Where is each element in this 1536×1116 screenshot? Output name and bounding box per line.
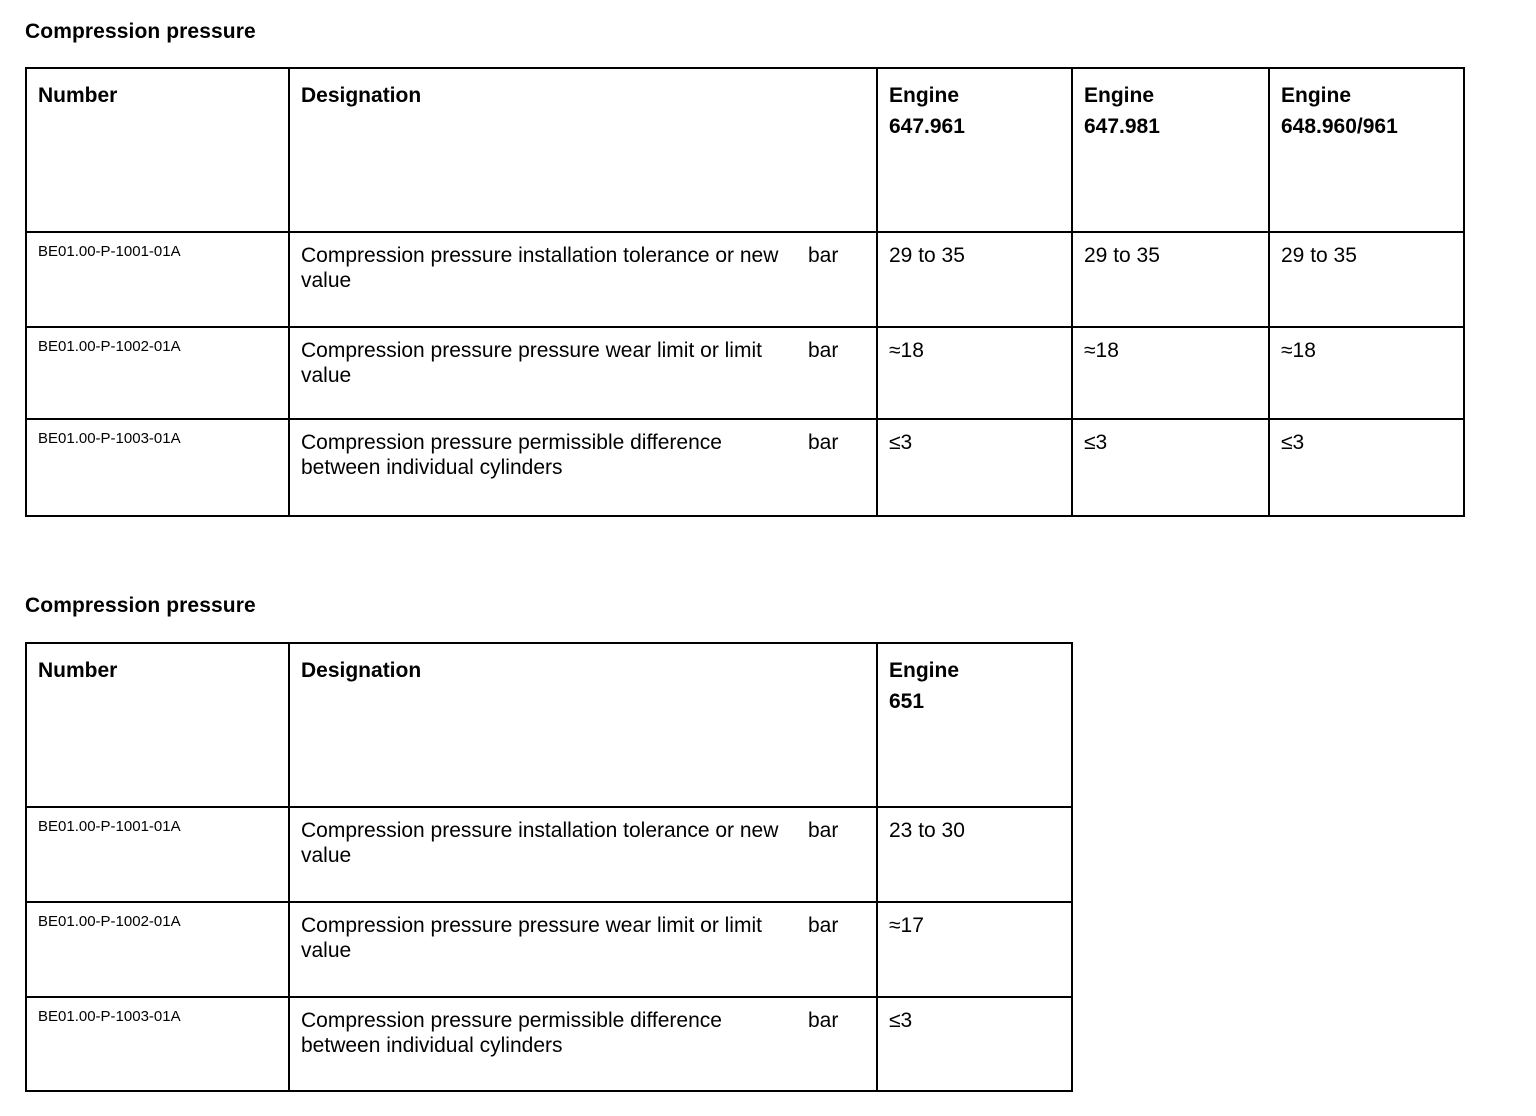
- unit-label: bar: [808, 914, 839, 937]
- engine-header-code: 647.961: [889, 115, 965, 138]
- spec-number: BE01.00-P-1002-01A: [26, 327, 289, 419]
- table-row: [26, 419, 1464, 516]
- section-title: Compression pressure: [25, 20, 256, 43]
- engine-header-code: 647.981: [1084, 115, 1160, 138]
- designation-cell: [289, 419, 877, 516]
- engine-header: [877, 68, 1072, 232]
- spec-number: BE01.00-P-1001-01A: [26, 807, 289, 902]
- unit-label: bar: [808, 339, 839, 362]
- table-header-row: [26, 68, 1464, 232]
- compression-pressure-table-1: [25, 67, 1465, 517]
- value-cell: ≈18: [877, 327, 1072, 419]
- spec-number: BE01.00-P-1001-01A: [26, 232, 289, 327]
- designation-cell: [289, 232, 877, 327]
- designation-header: Designation: [289, 68, 877, 232]
- engine-header-label: Engine: [889, 659, 960, 682]
- value-cell: ≤3: [877, 997, 1072, 1091]
- engine-header: [1269, 68, 1464, 232]
- value-cell: 29 to 35: [877, 232, 1072, 327]
- value-cell: ≤3: [1269, 419, 1464, 516]
- spec-number: BE01.00-P-1002-01A: [26, 902, 289, 997]
- spec-number: BE01.00-P-1003-01A: [26, 997, 289, 1091]
- value-cell: 29 to 35: [1269, 232, 1464, 327]
- unit-label: bar: [808, 244, 839, 267]
- number-header: Number: [26, 68, 289, 232]
- section-title: Compression pressure: [25, 594, 256, 617]
- engine-header-code: 648.960/961: [1281, 115, 1398, 138]
- designation-text: Compression pressure permissible difference between individual cylinders: [301, 431, 722, 479]
- table-row: [26, 232, 1464, 327]
- value-cell: ≈18: [1072, 327, 1269, 419]
- designation-cell: [289, 997, 877, 1091]
- table-row: [26, 327, 1464, 419]
- engine-header-label: Engine: [1281, 84, 1352, 107]
- designation-header: Designation: [289, 643, 877, 807]
- value-cell: ≈18: [1269, 327, 1464, 419]
- value-cell: ≈17: [877, 902, 1072, 997]
- table-header-row: [26, 643, 1072, 807]
- engine-header-label: Engine: [889, 84, 960, 107]
- table-row: [26, 902, 1072, 997]
- value-cell: 23 to 30: [877, 807, 1072, 902]
- compression-pressure-table-2: [25, 642, 1073, 1092]
- designation-cell: [289, 327, 877, 419]
- number-header: Number: [26, 643, 289, 807]
- value-cell: ≤3: [1072, 419, 1269, 516]
- spec-number: BE01.00-P-1003-01A: [26, 419, 289, 516]
- table-row: [26, 997, 1072, 1091]
- value-cell: 29 to 35: [1072, 232, 1269, 327]
- engine-header: [1072, 68, 1269, 232]
- unit-label: bar: [808, 819, 839, 842]
- designation-cell: [289, 807, 877, 902]
- designation-text: Compression pressure pressure wear limit or limit value: [301, 339, 762, 387]
- engine-header: [877, 643, 1072, 807]
- value-cell: ≤3: [877, 419, 1072, 516]
- designation-cell: [289, 902, 877, 997]
- engine-header-code: 651: [889, 690, 925, 713]
- designation-text: Compression pressure pressure wear limit or limit value: [301, 914, 762, 962]
- engine-header-label: Engine: [1084, 84, 1155, 107]
- designation-text: Compression pressure installation tolerance or new value: [301, 819, 779, 867]
- designation-text: Compression pressure installation tolerance or new value: [301, 244, 779, 292]
- unit-label: bar: [808, 431, 839, 454]
- unit-label: bar: [808, 1009, 839, 1032]
- designation-text: Compression pressure permissible difference between individual cylinders: [301, 1009, 722, 1057]
- table-row: [26, 807, 1072, 902]
